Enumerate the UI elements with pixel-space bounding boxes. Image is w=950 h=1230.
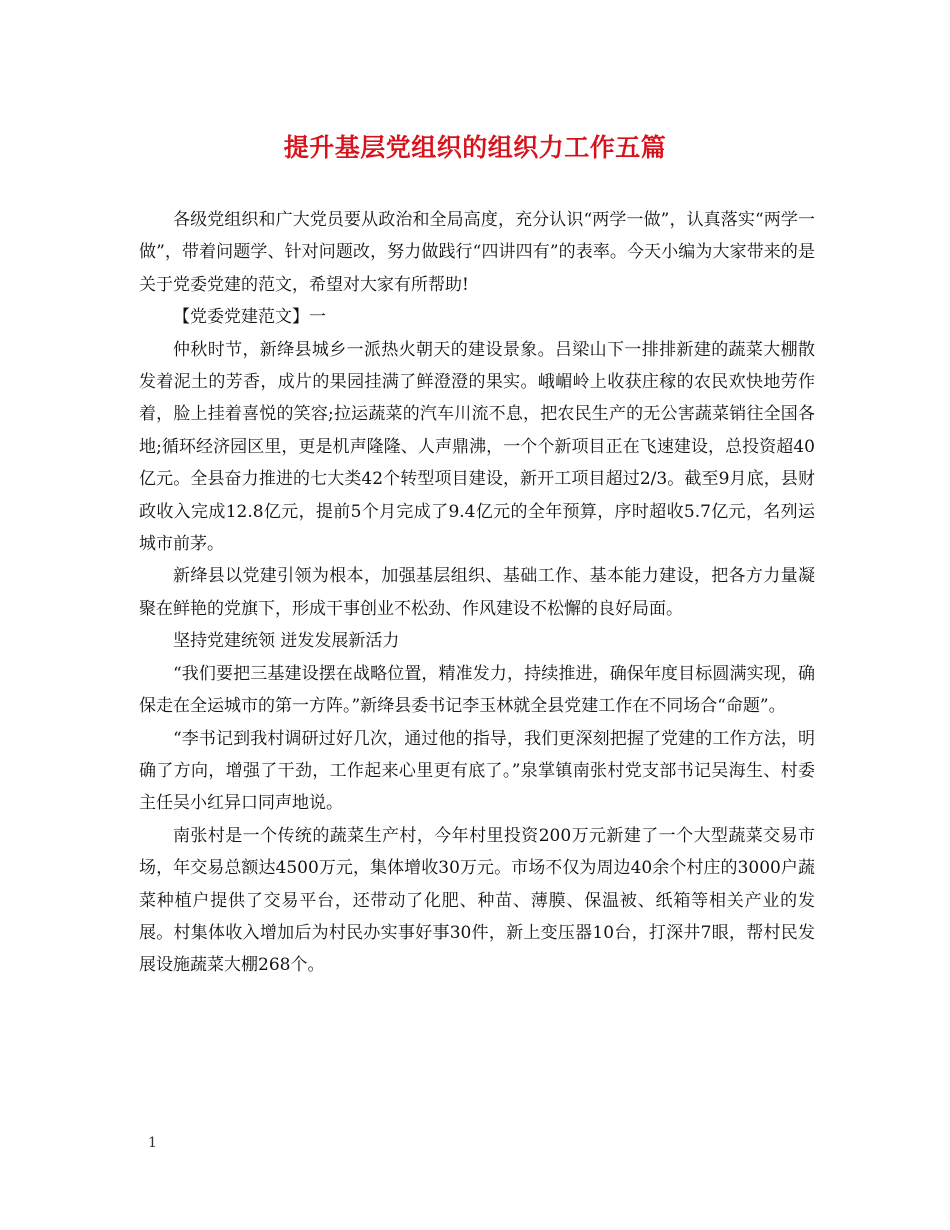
- body-paragraph: 南张村是一个传统的蔬菜生产村，今年村里投资200万元新建了一个大型蔬菜交易市场，年交易总额达4500万元，集体增收30万元。市场不仅为周边40余个村庄的3000户蔬菜种植户提供了交易平台，还带动了化肥、种苗、薄膜、保温被、纸箱等相关产业的发展。村集体收入增加后为村民办实事好事30件，新上变压器10台，打深井7眼，帮村民发展设施蔬菜大棚268个。: [139, 825, 815, 976]
- body-paragraph: 仲秋时节，新绛县城乡一派热火朝天的建设景象。吕梁山下一排排新建的蔬菜大棚散发着泥土的芳香，成片的果园挂满了鲜澄澄的果实。峨嵋岭上收获庄稼的农民欢快地劳作着，脸上挂着喜悦的笑容;拉运蔬菜的汽车川流不息，把农民生产的无公害蔬菜销往全国各地;循环经济园区里，更是机声隆隆、人声鼎沸，一个个新项目正在飞速建设，总投资超40亿元。全县奋力推进的七大类42个转型项目建设，新开工项目超过2/3。截至9月底，县财政收入完成12.8亿元，提前5个月完成了9.4亿元的全年预算，序时超收5.7亿元，名列运城市前茅。: [139, 339, 815, 555]
- body-paragraph: “李书记到我村调研过好几次，通过他的指导，我们更深刻把握了党建的工作方法，明确了方向，增强了干劲，工作起来心里更有底了。”泉掌镇南张村党支部书记吴海生、村委主任吴小红异口同声地说。: [139, 728, 815, 814]
- document-body: [139, 204, 815, 982]
- body-paragraph: 新绛县以党建引领为根本，加强基层组织、基础工作、基本能力建设，把各方力量凝聚在鲜艳的党旗下，形成干事创业不松劲、作风建设不松懈的良好局面。: [139, 566, 815, 619]
- body-paragraph: “我们要把三基建设摆在战略位置，精准发力，持续推进，确保年度目标圆满实现，确保走在全运城市的第一方阵。”新绛县委书记李玉林就全县党建工作在不同场合“命题”。: [139, 663, 815, 717]
- intro-paragraph: 各级党组织和广大党员要从政治和全局高度，充分认识“两学一做”，认真落实“两学一做”，带着问题学、针对问题改，努力做践行“四讲四有”的表率。今天小编为大家带来的是关于党委党建的范文，希望对大家有所帮助!: [139, 210, 815, 295]
- document-title: 提升基层党组织的组织力工作五篇: [283, 133, 667, 162]
- section-heading: 【党委党建范文】一: [173, 307, 326, 328]
- page-number: 1: [148, 1135, 157, 1151]
- subheading: 坚持党建统领 迸发发展新活力: [173, 631, 400, 652]
